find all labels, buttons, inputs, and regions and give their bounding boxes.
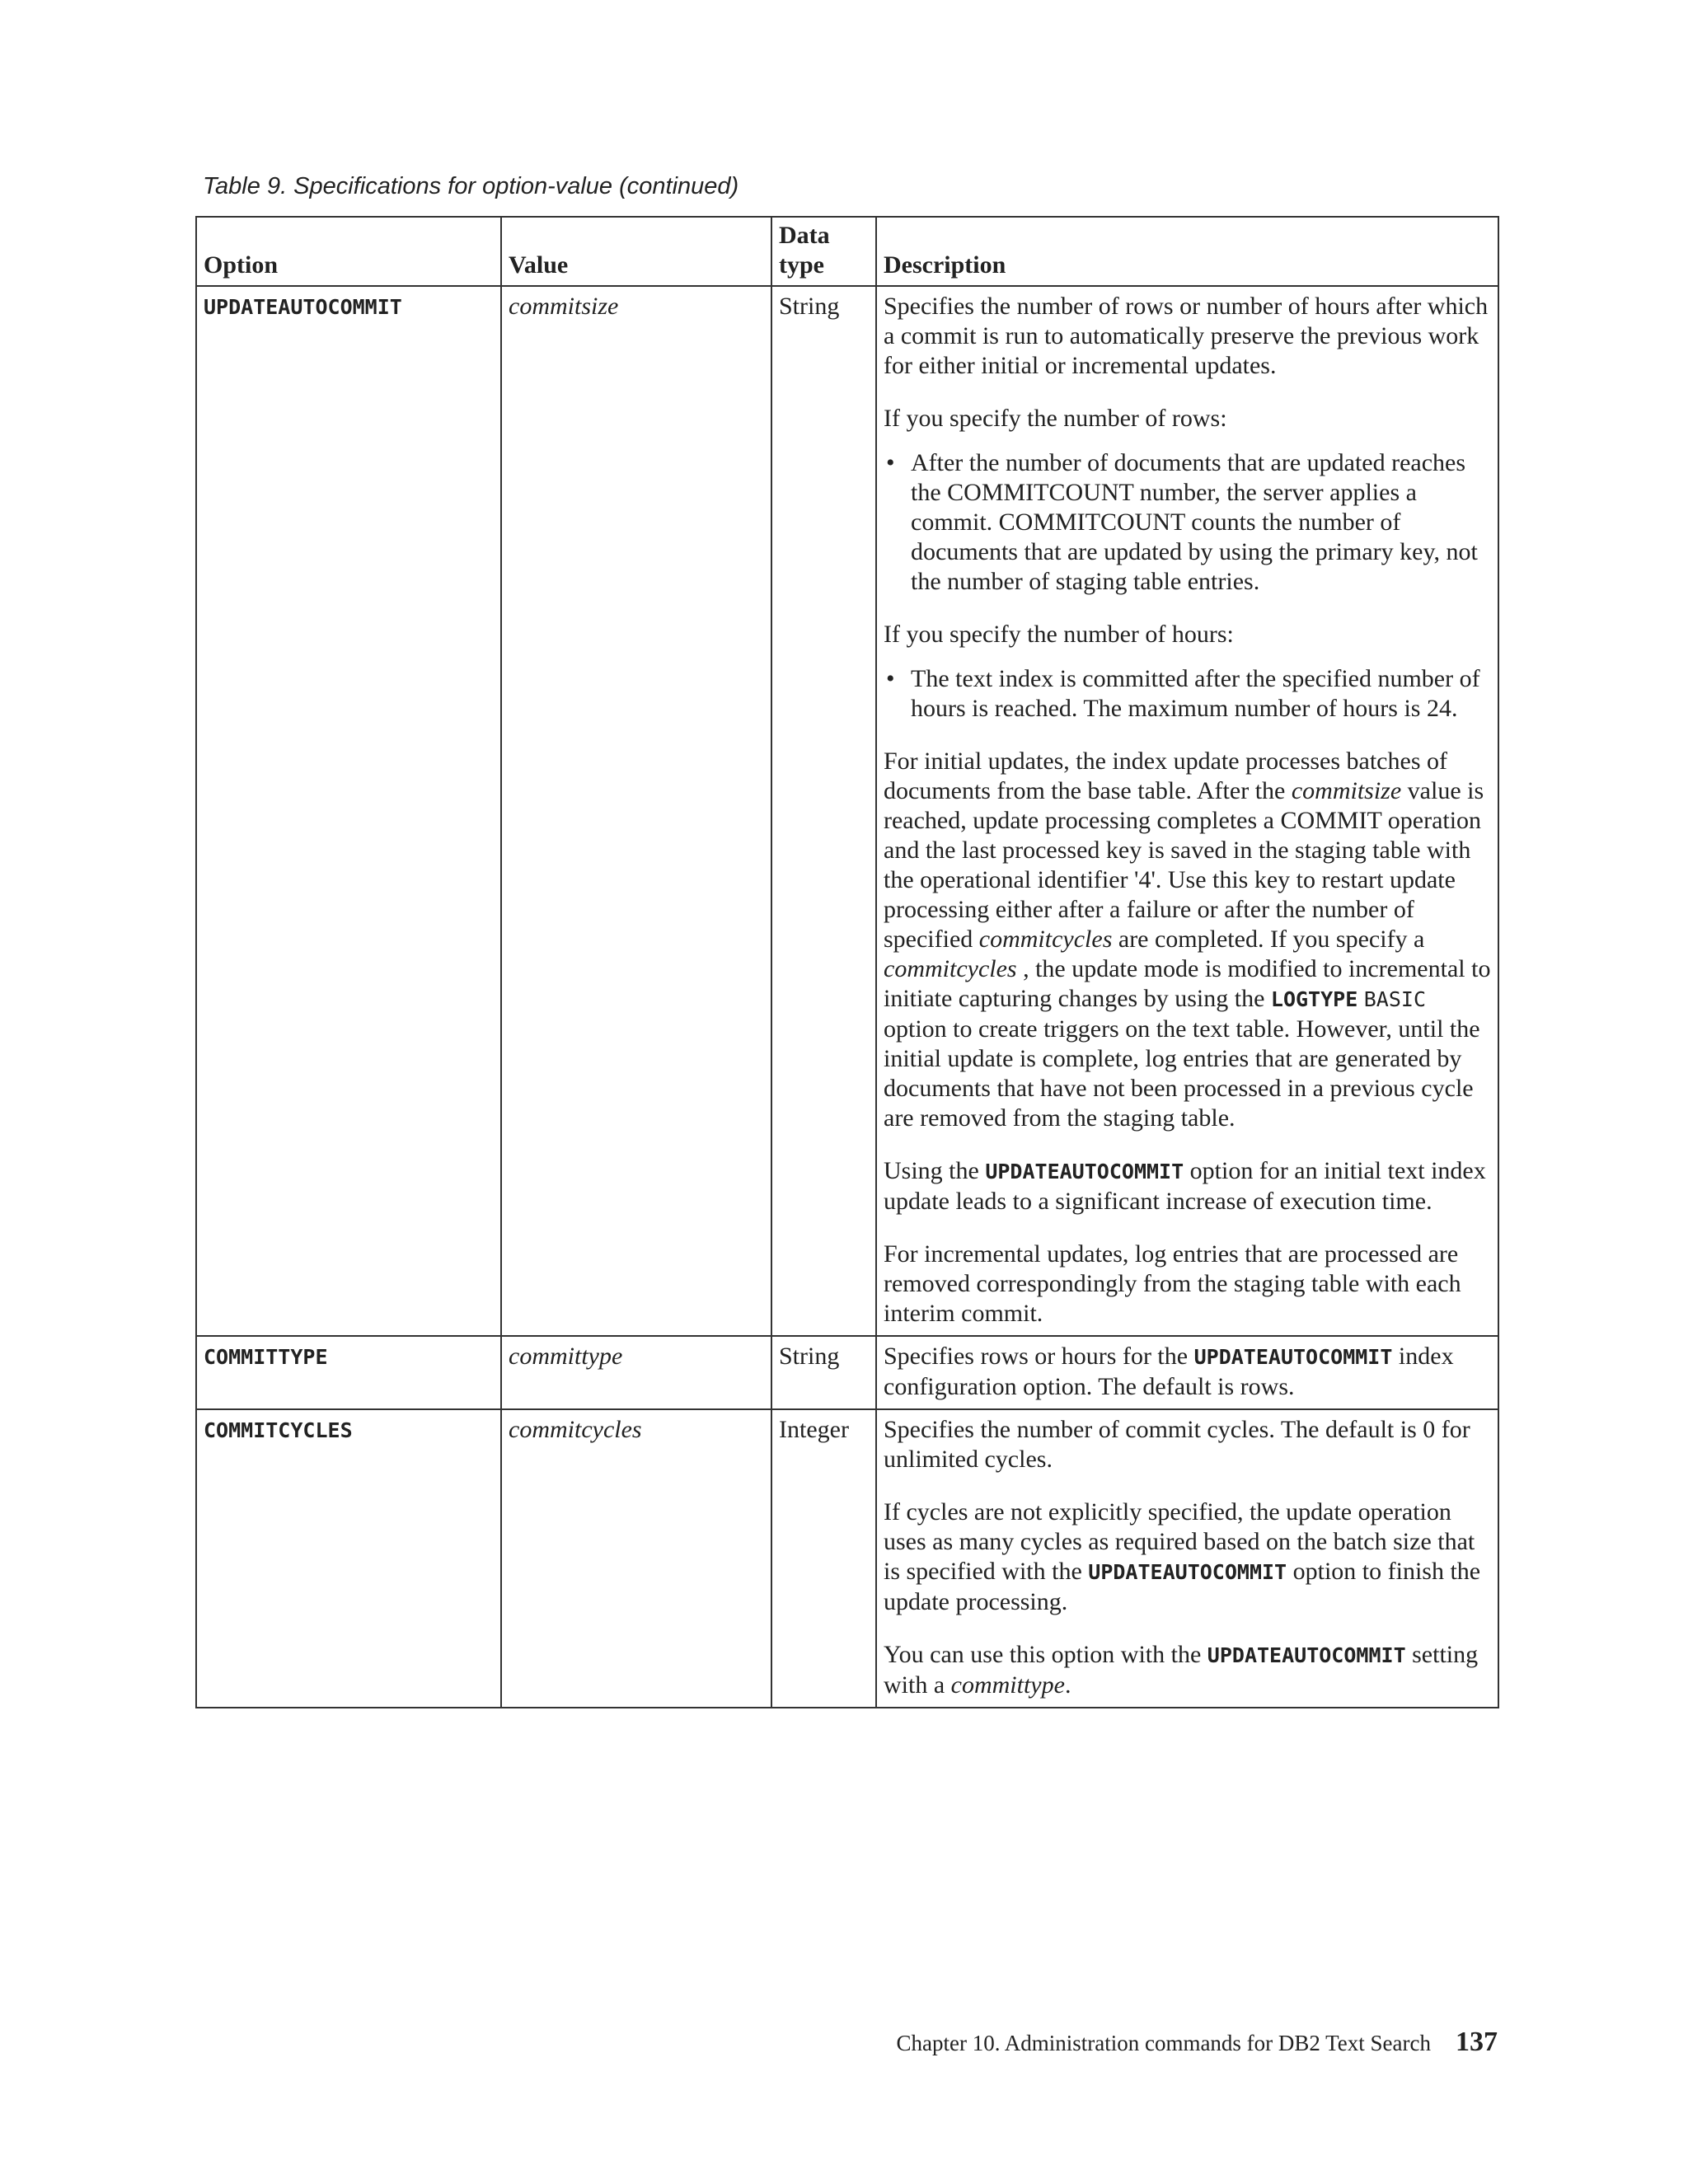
option-cell <box>196 286 501 1336</box>
option-cell <box>196 1336 501 1409</box>
bullet-list <box>884 448 1491 597</box>
description-cell <box>876 1336 1498 1409</box>
header-data-type: Data type <box>771 217 876 286</box>
option-value-table <box>195 216 1499 1708</box>
description-paragraph: Specifies the number of commit cycles. The default is 0 for unlimited cycles. <box>884 1416 1470 1473</box>
option-name: COMMITTYPE <box>204 1345 328 1369</box>
description-paragraph: Using the UPDATEAUTOCOMMIT option for an initial text index update leads to a significant increase of execution time. <box>884 1157 1486 1215</box>
value-cell <box>501 1336 771 1409</box>
page-number: 137 <box>1456 2027 1498 2057</box>
description-paragraph: Specifies rows or hours for the UPDATEAUTOCOMMIT index configuration option. The default is rows. <box>884 1343 1454 1400</box>
table-row <box>196 286 1498 1336</box>
header-value: Value <box>501 217 771 286</box>
header-description: Description <box>876 217 1498 286</box>
page-footer <box>896 2027 1498 2058</box>
data-type-cell: String <box>771 1336 876 1409</box>
description-paragraph: If you specify the number of hours: <box>884 621 1234 648</box>
option-name: COMMITCYCLES <box>204 1418 353 1442</box>
bullet-list <box>884 664 1491 724</box>
value-cell <box>501 1409 771 1708</box>
chapter-title: Chapter 10. Administration commands for DB2 Text Search <box>896 2031 1431 2055</box>
description-paragraph: If cycles are not explicitly specified, the update operation uses as many cycles as required based on the batch size that is specified with the UPDATEAUTOCOMMIT option to finish the update processing. <box>884 1498 1481 1615</box>
description-paragraph: For initial updates, the index update processes batches of documents from the base table. After the commitsize value is reached, update processing completes a COMMIT operation and the last processed key is saved in the staging table with the operational identifier '4'. Use this key to restart update processing either after a failure or after the number of specified commitcycles are completed. If you specify a commitcycles , the update mode is modified to incremental to initiate capturing changes by using the LOGTYPE BASIC option to create triggers on the text table. However, until the initial update is complete, log entries that are generated by documents that have not been processed in a previous cycle are removed from the staging table. <box>884 748 1491 1132</box>
option-name: UPDATEAUTOCOMMIT <box>204 295 402 319</box>
option-cell <box>196 1409 501 1708</box>
description-cell <box>876 286 1498 1336</box>
description-paragraph: You can use this option with the UPDATEAUTOCOMMIT setting with a committype. <box>884 1641 1479 1699</box>
value-name: commitcycles <box>509 1416 642 1443</box>
list-item: • After the number of documents that are updated reaches the COMMITCOUNT number, the server applies a commit. COMMITCOUNT counts the number of documents that are updated by using the primary key, not the number of staging table entries. <box>911 448 1491 597</box>
value-cell <box>501 286 771 1336</box>
data-type-cell: Integer <box>771 1409 876 1708</box>
description-cell <box>876 1409 1498 1708</box>
table-caption: Table 9. Specifications for option-value (continued) <box>203 173 739 199</box>
value-name: commitsize <box>509 293 619 320</box>
table-row <box>196 1336 1498 1409</box>
description-paragraph: For incremental updates, log entries that are processed are removed correspondingly from the staging table with each interim commit. <box>884 1240 1461 1327</box>
table-row <box>196 1409 1498 1708</box>
description-paragraph: If you specify the number of rows: <box>884 405 1227 432</box>
data-type-cell: String <box>771 286 876 1336</box>
header-option: Option <box>196 217 501 286</box>
description-paragraph: Specifies the number of rows or number of hours after which a commit is run to automatically preserve the previous work for either initial or incremental updates. <box>884 293 1489 379</box>
value-name: committype <box>509 1343 623 1370</box>
list-item: • The text index is committed after the specified number of hours is reached. The maximum number of hours is 24. <box>911 664 1491 724</box>
table-header-row <box>196 217 1498 286</box>
